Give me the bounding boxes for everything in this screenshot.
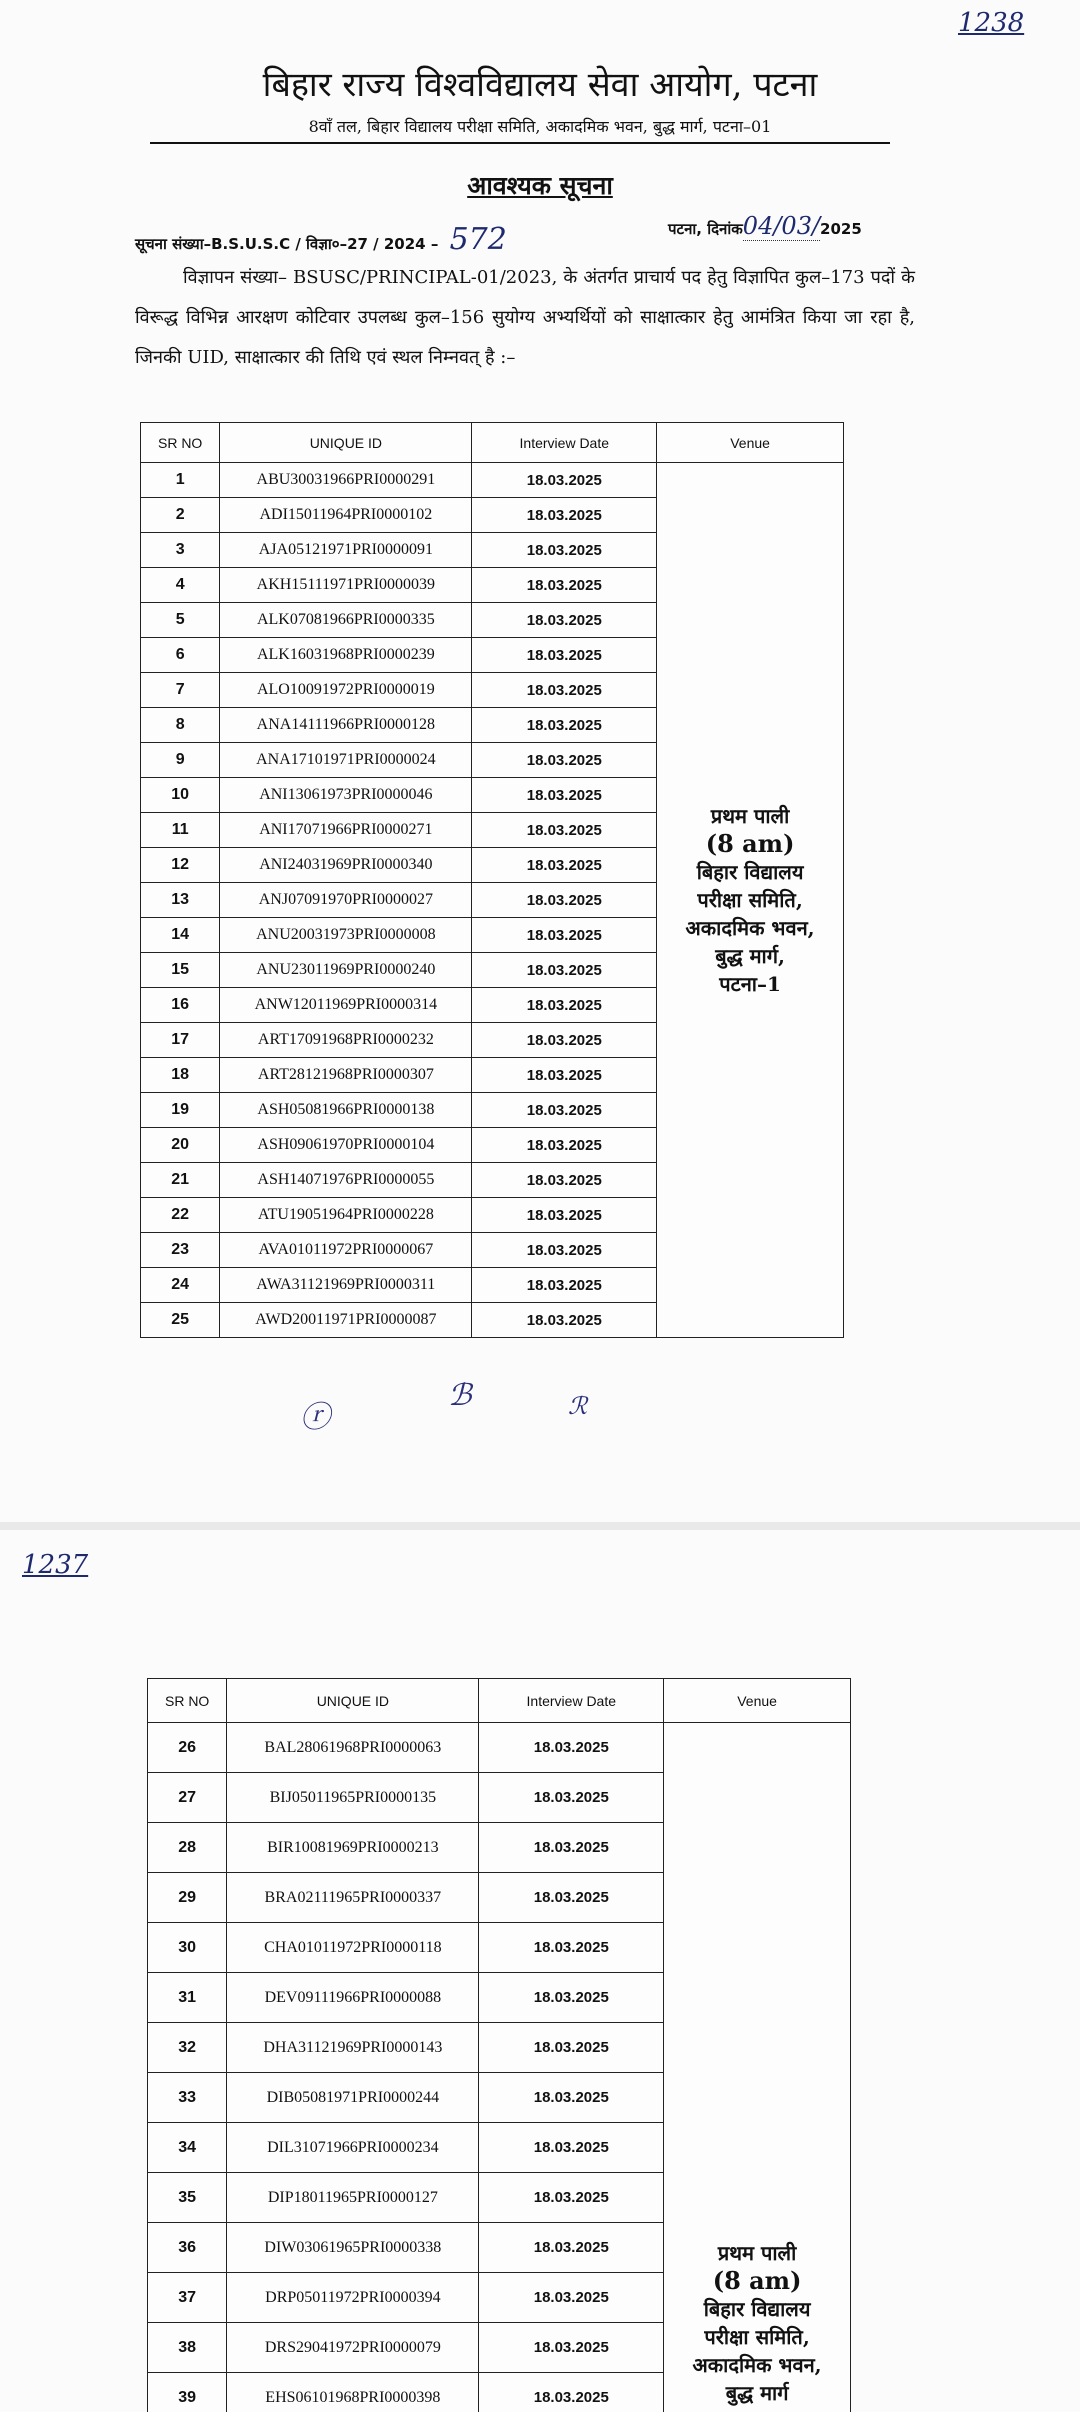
interview-date-cell: 18.03.2025 <box>472 463 657 498</box>
interview-date-cell: 18.03.2025 <box>472 1058 657 1093</box>
document-page-2 <box>0 1530 1080 2412</box>
venue-line: बिहार विद्यालय <box>696 860 804 884</box>
candidate-table-2 <box>147 1678 851 2412</box>
sr-no-cell: 23 <box>141 1233 220 1268</box>
unique-id-cell: ANJ07091970PRI0000027 <box>220 883 472 918</box>
interview-date-cell: 18.03.2025 <box>479 1973 664 2023</box>
sr-no-cell: 1 <box>141 463 220 498</box>
candidate-table-1 <box>140 422 844 1338</box>
interview-date-cell: 18.03.2025 <box>479 1873 664 1923</box>
table-header-row <box>148 1679 851 1723</box>
reference-handwritten: 572 <box>449 222 507 257</box>
unique-id-cell: BAL28061968PRI0000063 <box>227 1723 479 1773</box>
signature-1: ⓡ <box>300 1400 330 1435</box>
interview-date-cell: 18.03.2025 <box>479 1823 664 1873</box>
sr-no-cell: 25 <box>141 1303 220 1338</box>
table-header-row <box>141 423 844 463</box>
interview-date-cell: 18.03.2025 <box>472 1023 657 1058</box>
notice-paragraph: विज्ञापन संख्या– BSUSC/PRINCIPAL-01/2023, के अंतर्गत प्राचार्य पद हेतु विज्ञापित कुल–173 पदों के विरूद्ध विभिन्न आरक्षण कोटिवार उपलब्ध कुल–156 सुयोग्य अभ्यर्थियों को साक्षात्कार हेतु आमंत्रित किया जा रहा है, जिनकी UID, साक्षात्कार की तिथि एवं स्थल निम्नवत् है :– <box>135 267 915 368</box>
sr-no-cell: 19 <box>141 1093 220 1128</box>
header-interview-date: Interview Date <box>472 423 657 463</box>
unique-id-cell: ANU20031973PRI0000008 <box>220 918 472 953</box>
unique-id-cell: ASH14071976PRI0000055 <box>220 1163 472 1198</box>
venue-line: परीक्षा समिति, <box>697 888 803 912</box>
sr-no-cell: 2 <box>141 498 220 533</box>
unique-id-cell: DHA31121969PRI0000143 <box>227 2023 479 2073</box>
interview-date-cell: 18.03.2025 <box>472 533 657 568</box>
table-row <box>141 463 844 498</box>
interview-date-cell: 18.03.2025 <box>472 1233 657 1268</box>
interview-date-cell: 18.03.2025 <box>472 918 657 953</box>
sr-no-cell: 22 <box>141 1198 220 1233</box>
place-date <box>668 212 862 240</box>
interview-date-cell: 18.03.2025 <box>479 2223 664 2273</box>
sr-no-cell: 16 <box>141 988 220 1023</box>
interview-date-cell: 18.03.2025 <box>479 1773 664 1823</box>
interview-date-cell: 18.03.2025 <box>472 498 657 533</box>
unique-id-cell: ART28121968PRI0000307 <box>220 1058 472 1093</box>
interview-date-cell: 18.03.2025 <box>472 603 657 638</box>
interview-date-cell: 18.03.2025 <box>479 2023 664 2073</box>
header-rule <box>150 142 890 144</box>
interview-date-cell: 18.03.2025 <box>479 2073 664 2123</box>
sr-no-cell: 31 <box>148 1973 227 2023</box>
table-row <box>148 1723 851 1773</box>
sr-no-cell: 10 <box>141 778 220 813</box>
interview-date-cell: 18.03.2025 <box>472 1163 657 1198</box>
unique-id-cell: ART17091968PRI0000232 <box>220 1023 472 1058</box>
sr-no-cell: 34 <box>148 2123 227 2173</box>
date-handwritten: 04/03/ <box>742 212 821 240</box>
header-unique-id: UNIQUE ID <box>227 1679 479 1723</box>
header-venue: Venue <box>657 423 844 463</box>
unique-id-cell: ALK07081966PRI0000335 <box>220 603 472 638</box>
sr-no-cell: 6 <box>141 638 220 673</box>
interview-date-cell: 18.03.2025 <box>472 708 657 743</box>
interview-date-cell: 18.03.2025 <box>472 778 657 813</box>
unique-id-cell: AJA05121971PRI0000091 <box>220 533 472 568</box>
interview-date-cell: 18.03.2025 <box>472 883 657 918</box>
sr-no-cell: 11 <box>141 813 220 848</box>
unique-id-cell: AKH15111971PRI0000039 <box>220 568 472 603</box>
interview-date-cell: 18.03.2025 <box>472 1268 657 1303</box>
unique-id-cell: ANU23011969PRI0000240 <box>220 953 472 988</box>
sr-no-cell: 4 <box>141 568 220 603</box>
header-title: बिहार राज्य विश्वविद्यालय सेवा आयोग, पटना <box>262 65 818 105</box>
unique-id-cell: ALO10091972PRI0000019 <box>220 673 472 708</box>
reference-number <box>135 222 507 257</box>
unique-id-cell: DRS29041972PRI0000079 <box>227 2323 479 2373</box>
interview-date-cell: 18.03.2025 <box>472 1128 657 1163</box>
venue-line: अकादमिक भवन, <box>685 916 815 940</box>
unique-id-cell: DIP18011965PRI0000127 <box>227 2173 479 2223</box>
sr-no-cell: 24 <box>141 1268 220 1303</box>
page-number-handwritten-2: 1237 <box>22 1550 89 1580</box>
interview-date-cell: 18.03.2025 <box>479 2373 664 2412</box>
sr-no-cell: 28 <box>148 1823 227 1873</box>
unique-id-cell: AWA31121969PRI0000311 <box>220 1268 472 1303</box>
venue-cell <box>664 1723 851 2412</box>
reference-label: सूचना संख्या–B.S.U.S.C / विज्ञा०–27 / 2024 – <box>135 235 439 253</box>
unique-id-cell: EHS06101968PRI0000398 <box>227 2373 479 2412</box>
unique-id-cell: CHA01011972PRI0000118 <box>227 1923 479 1973</box>
venue-line: पटना–1 <box>719 972 781 996</box>
sr-no-cell: 36 <box>148 2223 227 2273</box>
unique-id-cell: ALK16031968PRI0000239 <box>220 638 472 673</box>
interview-date-cell: 18.03.2025 <box>479 2173 664 2223</box>
sr-no-cell: 33 <box>148 2073 227 2123</box>
venue-line: बिहार विद्यालय <box>703 2296 811 2321</box>
interview-date-cell: 18.03.2025 <box>472 1198 657 1233</box>
header-sr-no: SR NO <box>141 423 220 463</box>
unique-id-cell: ABU30031966PRI0000291 <box>220 463 472 498</box>
interview-date-cell: 18.03.2025 <box>479 2323 664 2373</box>
unique-id-cell: DEV09111966PRI0000088 <box>227 1973 479 2023</box>
unique-id-cell: DRP05011972PRI0000394 <box>227 2273 479 2323</box>
unique-id-cell: AVA01011972PRI0000067 <box>220 1233 472 1268</box>
venue-line: प्रथम पाली <box>717 2240 797 2265</box>
unique-id-cell: BIJ05011965PRI0000135 <box>227 1773 479 1823</box>
sr-no-cell: 38 <box>148 2323 227 2373</box>
sr-no-cell: 32 <box>148 2023 227 2073</box>
sr-no-cell: 27 <box>148 1773 227 1823</box>
header-interview-date: Interview Date <box>479 1679 664 1723</box>
interview-date-cell: 18.03.2025 <box>472 743 657 778</box>
header-sr-no: SR NO <box>148 1679 227 1723</box>
interview-date-cell: 18.03.2025 <box>472 673 657 708</box>
unique-id-cell: ANI13061973PRI0000046 <box>220 778 472 813</box>
unique-id-cell: ATU19051964PRI0000228 <box>220 1198 472 1233</box>
interview-date-cell: 18.03.2025 <box>472 988 657 1023</box>
interview-date-cell: 18.03.2025 <box>472 638 657 673</box>
interview-date-cell: 18.03.2025 <box>472 1303 657 1338</box>
unique-id-cell: DIB05081971PRI0000244 <box>227 2073 479 2123</box>
sr-no-cell: 8 <box>141 708 220 743</box>
venue-text <box>664 2239 850 2407</box>
header-venue: Venue <box>664 1679 851 1723</box>
interview-date-cell: 18.03.2025 <box>472 848 657 883</box>
interview-date-cell: 18.03.2025 <box>479 1923 664 1973</box>
interview-date-cell: 18.03.2025 <box>479 2123 664 2173</box>
unique-id-cell: ANA17101971PRI0000024 <box>220 743 472 778</box>
signature-3: ℛ <box>568 1392 588 1420</box>
unique-id-cell: AWD20011971PRI0000087 <box>220 1303 472 1338</box>
sr-no-cell: 20 <box>141 1128 220 1163</box>
venue-text <box>657 802 843 998</box>
unique-id-cell: ASH05081966PRI0000138 <box>220 1093 472 1128</box>
sr-no-cell: 37 <box>148 2273 227 2323</box>
venue-line: अकादमिक भवन, <box>692 2352 822 2377</box>
venue-line: परीक्षा समिति, <box>704 2324 810 2349</box>
sr-no-cell: 17 <box>141 1023 220 1058</box>
unique-id-cell: ANW12011969PRI0000314 <box>220 988 472 1023</box>
sr-no-cell: 30 <box>148 1923 227 1973</box>
sr-no-cell: 14 <box>141 918 220 953</box>
place-date-label: पटना, दिनांक <box>668 220 743 238</box>
notice-title: आवश्यक सूचना <box>467 171 613 200</box>
unique-id-cell: ANI17071966PRI0000271 <box>220 813 472 848</box>
interview-date-cell: 18.03.2025 <box>472 813 657 848</box>
venue-line: प्रथम पाली <box>710 804 790 828</box>
sr-no-cell: 7 <box>141 673 220 708</box>
page-number-handwritten: 1238 <box>958 8 1025 38</box>
sr-no-cell: 13 <box>141 883 220 918</box>
sr-no-cell: 26 <box>148 1723 227 1773</box>
unique-id-cell: DIW03061965PRI0000338 <box>227 2223 479 2273</box>
venue-line: (8 am) <box>705 829 795 858</box>
venue-line: (8 am) <box>712 2265 802 2295</box>
unique-id-cell: BIR10081969PRI0000213 <box>227 1823 479 1873</box>
unique-id-cell: DIL31071966PRI0000234 <box>227 2123 479 2173</box>
unique-id-cell: BRA02111965PRI0000337 <box>227 1873 479 1923</box>
header-unique-id: UNIQUE ID <box>220 423 472 463</box>
sr-no-cell: 5 <box>141 603 220 638</box>
sr-no-cell: 12 <box>141 848 220 883</box>
sr-no-cell: 3 <box>141 533 220 568</box>
sr-no-cell: 21 <box>141 1163 220 1198</box>
date-year: 2025 <box>820 220 862 238</box>
interview-date-cell: 18.03.2025 <box>472 568 657 603</box>
sr-no-cell: 35 <box>148 2173 227 2223</box>
sr-no-cell: 39 <box>148 2373 227 2412</box>
unique-id-cell: ADI15011964PRI0000102 <box>220 498 472 533</box>
interview-date-cell: 18.03.2025 <box>472 1093 657 1128</box>
sr-no-cell: 9 <box>141 743 220 778</box>
sr-no-cell: 15 <box>141 953 220 988</box>
sr-no-cell: 29 <box>148 1873 227 1923</box>
signature-2: ℬ <box>448 1378 472 1413</box>
sr-no-cell: 18 <box>141 1058 220 1093</box>
unique-id-cell: ANI24031969PRI0000340 <box>220 848 472 883</box>
unique-id-cell: ASH09061970PRI0000104 <box>220 1128 472 1163</box>
interview-date-cell: 18.03.2025 <box>479 2273 664 2323</box>
unique-id-cell: ANA14111966PRI0000128 <box>220 708 472 743</box>
interview-date-cell: 18.03.2025 <box>479 1723 664 1773</box>
header-address: 8वाँ तल, बिहार विद्यालय परीक्षा समिति, अकादमिक भवन, बुद्ध मार्ग, पटना–01 <box>308 117 772 136</box>
venue-line: बुद्ध मार्ग, <box>715 944 785 968</box>
venue-cell <box>657 463 844 1338</box>
venue-line: बुद्ध मार्ग <box>725 2380 789 2405</box>
interview-date-cell: 18.03.2025 <box>472 953 657 988</box>
